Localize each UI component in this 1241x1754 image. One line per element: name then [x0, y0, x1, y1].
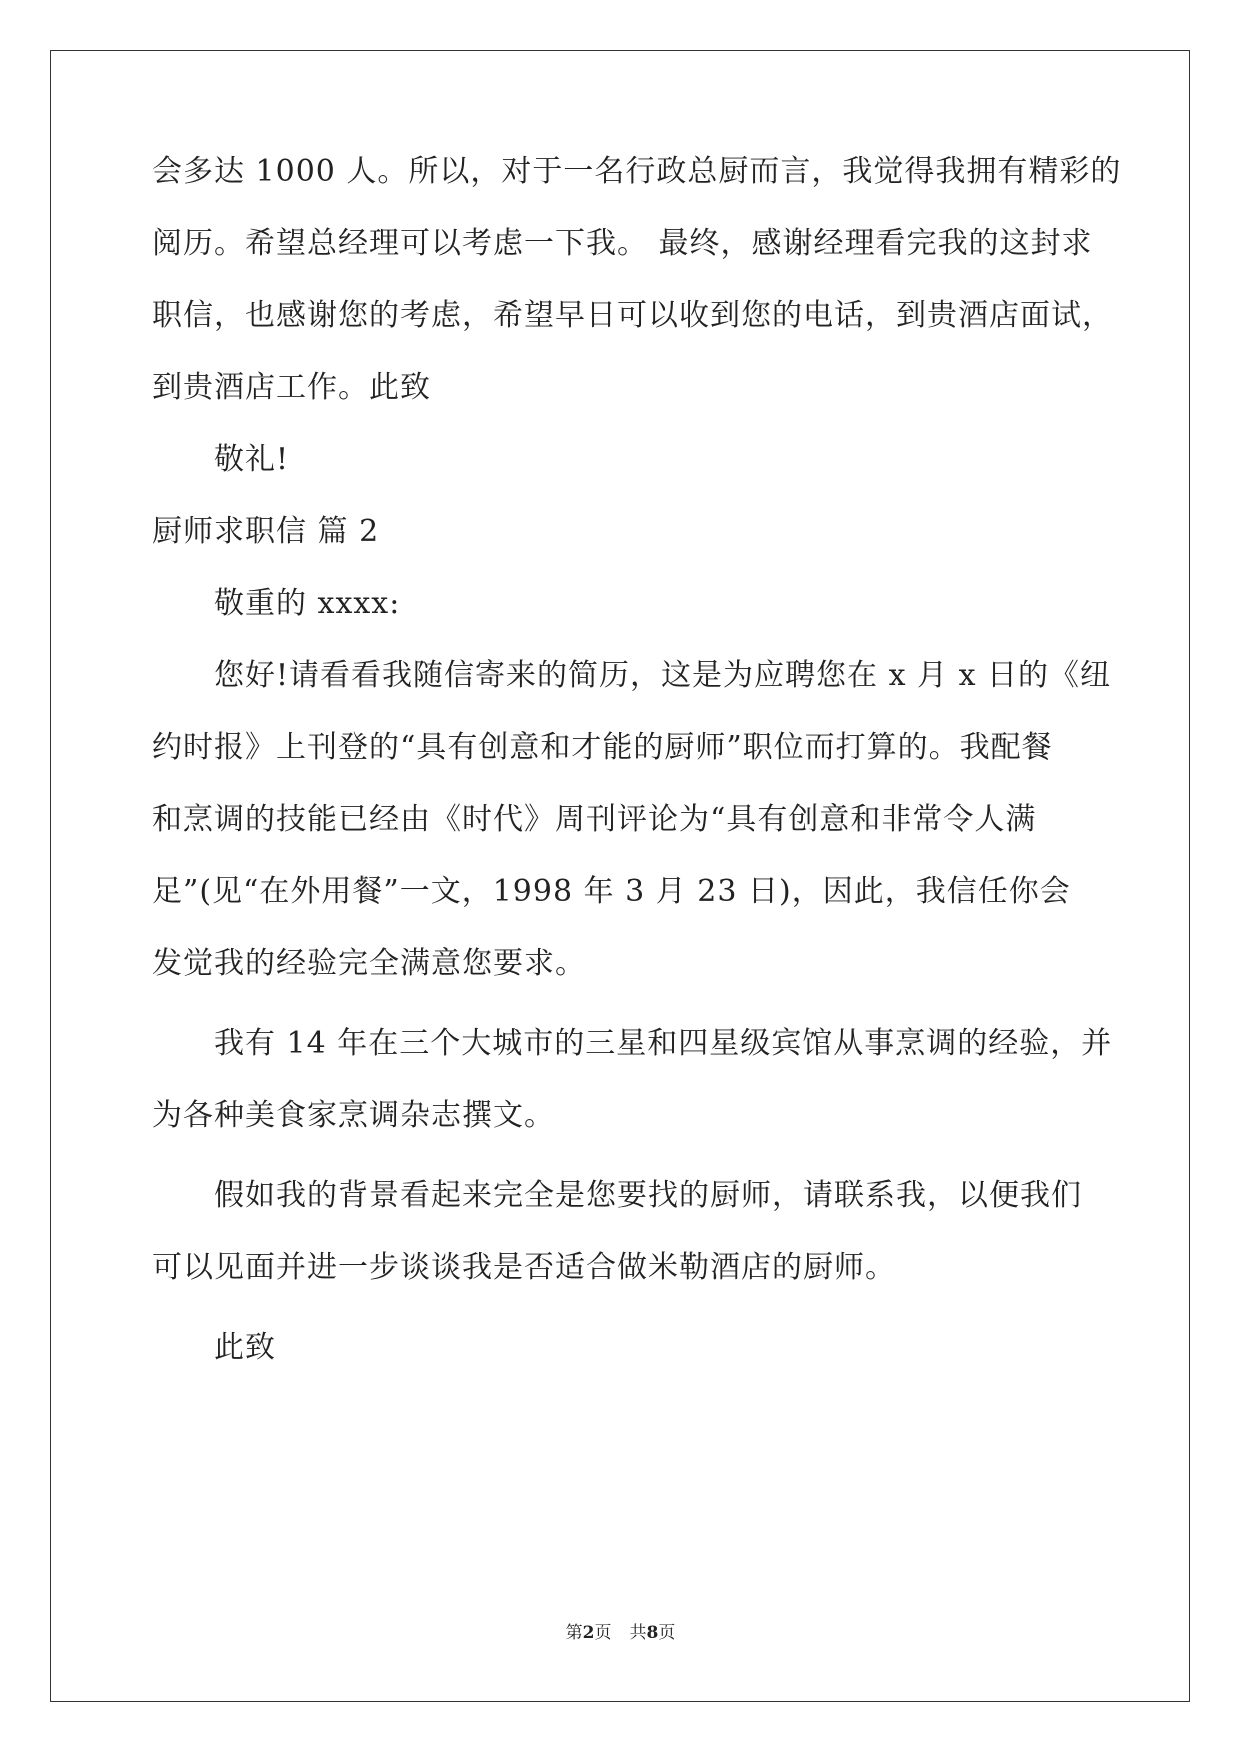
closing-line: 此致: [214, 1330, 276, 1365]
current-page-number: 2: [582, 1623, 595, 1643]
paragraph-line: 可以见面并进一步谈谈我是否适合做米勒酒店的厨师。: [152, 1250, 896, 1285]
paragraph-line: 为各种美食家烹调杂志撰文。: [152, 1098, 555, 1133]
section-heading: 厨师求职信 篇 2: [152, 514, 380, 549]
paragraph-line: 假如我的背景看起来完全是您要找的厨师，请联系我，以便我们: [214, 1178, 1082, 1213]
total-prefix: 共: [629, 1623, 647, 1643]
letter-greeting: 敬重的 xxxx:: [214, 586, 401, 621]
page-footer: [0, 1622, 1241, 1644]
paragraph-line: 发觉我的经验完全满意您要求。: [152, 946, 586, 981]
total-page-number: 8: [646, 1623, 659, 1643]
paragraph-line: 到贵酒店工作。此致: [152, 370, 431, 405]
paragraph-line: 我有 14 年在三个大城市的三星和四星级宾馆从事烹调的经验，并: [214, 1026, 1113, 1061]
page-prefix: 第: [565, 1623, 583, 1643]
paragraph-line: 会多达 1000 人。所以，对于一名行政总厨而言，我觉得我拥有精彩的: [152, 154, 1122, 189]
paragraph-line: 约时报》上刊登的“具有创意和才能的厨师”职位而打算的。我配餐: [152, 730, 1053, 765]
page-mid: 页: [594, 1623, 612, 1643]
paragraph-line: 和烹调的技能已经由《时代》周刊评论为“具有创意和非常令人满: [152, 802, 1037, 837]
paragraph-line: 职信，也感谢您的考虑，希望早日可以收到您的电话，到贵酒店面试，: [152, 298, 1113, 333]
paragraph-line: 足”(见“在外用餐”一文，1998 年 3 月 23 日)，因此，我信任你会: [152, 874, 1071, 909]
closing-salutation: 敬礼!: [214, 442, 290, 477]
total-suffix: 页: [658, 1623, 676, 1643]
paragraph-line: 您好!请看看我随信寄来的简历，这是为应聘您在 x 月 x 日的《纽: [214, 658, 1112, 693]
paragraph-line: 阅历。希望总经理可以考虑一下我。 最终，感谢经理看完我的这封求: [152, 226, 1093, 261]
